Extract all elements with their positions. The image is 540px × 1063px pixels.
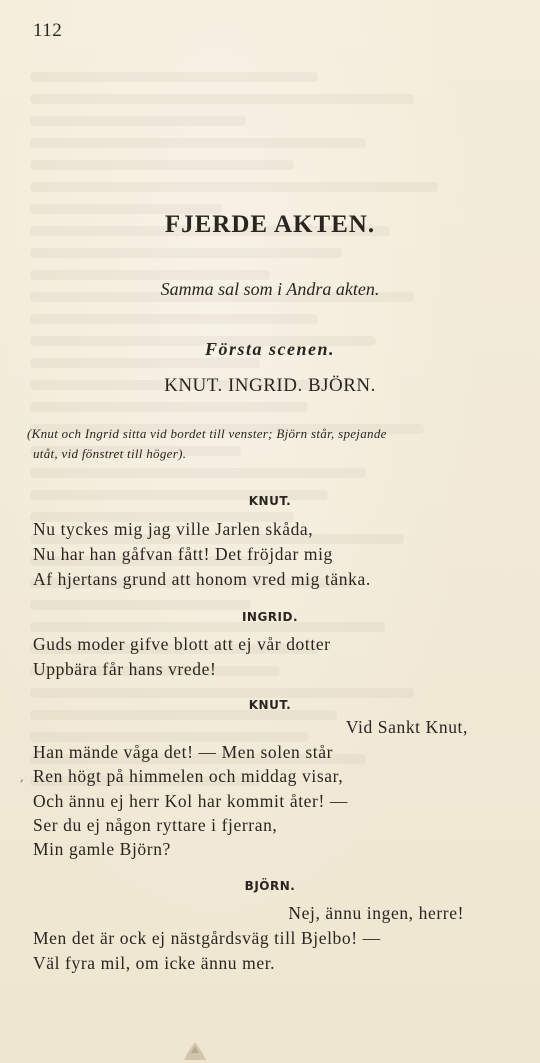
speaker-ingrid: INGRID. xyxy=(241,610,299,624)
speaker-bjorn: BJÖRN. xyxy=(244,879,296,893)
verse-line: Af hjertans grund att honom vred mig tänka. xyxy=(33,569,371,589)
verse-line: Nu tyckes mig jag ville Jarlen skåda, xyxy=(33,519,314,539)
verse-line: Ser du ej någon ryttare i fjerran, xyxy=(33,815,278,835)
margin-mark: , xyxy=(20,770,24,784)
verse-line-continuation: Nej, ännu ingen, herre! xyxy=(288,903,464,923)
page-ornament-icon xyxy=(182,1040,208,1062)
verse-line: Och ännu ej herr Kol har kommit åter! — xyxy=(33,791,348,811)
verse-line: Väl fyra mil, om icke ännu mer. xyxy=(33,953,276,973)
verse-line: Men det är ock ej nästgårdsväg till Bjelbo! — xyxy=(33,928,381,948)
setting-line: Samma sal som i Andra akten. xyxy=(160,279,380,299)
stage-direction-line-2: utåt, vid fönstret till höger). xyxy=(33,446,187,461)
scene-title: Första scenen. xyxy=(204,339,335,359)
page-number: 112 xyxy=(33,20,63,41)
verse-line: Guds moder gifve blott att ej vår dotter xyxy=(33,634,331,654)
stage-direction-line-1: (Knut och Ingrid sitta vid bordet till venster; Björn står, spejande xyxy=(27,426,387,441)
character-list: KNUT. INGRID. BJÖRN. xyxy=(164,375,376,396)
verse-line: Ren högt på himmelen och middag visar, xyxy=(33,766,344,786)
verse-line-continuation: Vid Sankt Knut, xyxy=(345,717,468,737)
verse-line: Min gamle Björn? xyxy=(33,839,171,859)
speaker-knut: KNUT. xyxy=(248,494,292,508)
speaker-knut: KNUT. xyxy=(248,698,292,712)
verse-line: Uppbära får hans vrede! xyxy=(33,659,217,679)
act-title: FJERDE AKTEN. xyxy=(164,211,376,238)
verse-line: Han mände våga det! — Men solen står xyxy=(33,742,334,762)
verse-line: Nu har han gåfvan fått! Det fröjdar mig xyxy=(33,544,333,564)
